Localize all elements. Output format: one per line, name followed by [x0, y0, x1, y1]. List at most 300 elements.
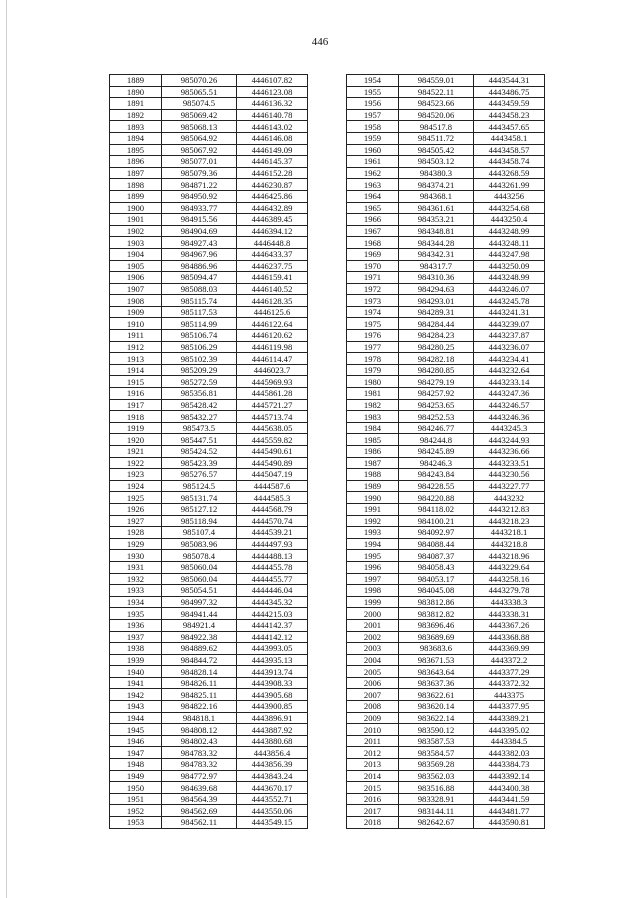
- point-number-cell: 2012: [347, 747, 399, 759]
- x-coordinate-cell: 985118.94: [162, 515, 237, 527]
- table-row: [110, 770, 308, 782]
- x-coordinate-cell: 984244.8: [399, 434, 474, 446]
- point-number-cell: 1928: [110, 527, 162, 539]
- x-coordinate-cell: 984822.16: [162, 701, 237, 713]
- point-number-cell: 1974: [347, 306, 399, 318]
- point-number-cell: 1911: [110, 330, 162, 342]
- y-coordinate-cell: 4443258.16: [474, 573, 545, 585]
- y-coordinate-cell: 4443248.11: [474, 237, 545, 249]
- y-coordinate-cell: 4443233.14: [474, 376, 545, 388]
- point-number-cell: 1941: [110, 677, 162, 689]
- point-number-cell: 1938: [110, 643, 162, 655]
- x-coordinate-cell: 984293.01: [399, 295, 474, 307]
- table-row: [110, 86, 308, 98]
- table-row: [110, 457, 308, 469]
- x-coordinate-cell: 984904.69: [162, 225, 237, 237]
- x-coordinate-cell: 984280.25: [399, 341, 474, 353]
- y-coordinate-cell: 4443368.88: [474, 631, 545, 643]
- table-row: [347, 573, 545, 585]
- y-coordinate-cell: 4443670.17: [237, 782, 308, 794]
- y-coordinate-cell: 4443236.66: [474, 446, 545, 458]
- y-coordinate-cell: 4443843.24: [237, 770, 308, 782]
- point-number-cell: 2017: [347, 805, 399, 817]
- point-number-cell: 1933: [110, 585, 162, 597]
- y-coordinate-cell: 4443372.2: [474, 654, 545, 666]
- y-coordinate-cell: 4443218.96: [474, 550, 545, 562]
- point-number-cell: 1952: [110, 805, 162, 817]
- point-number-cell: 1910: [110, 318, 162, 330]
- y-coordinate-cell: 4443229.64: [474, 561, 545, 573]
- point-number-cell: 2006: [347, 677, 399, 689]
- y-coordinate-cell: 4444539.21: [237, 527, 308, 539]
- y-coordinate-cell: 4443459.59: [474, 98, 545, 110]
- table-row: [347, 666, 545, 678]
- x-coordinate-cell: 984289.31: [399, 306, 474, 318]
- table-row: [347, 793, 545, 805]
- table-row: [347, 75, 545, 87]
- point-number-cell: 1936: [110, 619, 162, 631]
- table-row: [110, 283, 308, 295]
- y-coordinate-cell: 4443441.59: [474, 793, 545, 805]
- point-number-cell: 1994: [347, 538, 399, 550]
- x-coordinate-cell: 984282.18: [399, 353, 474, 365]
- table-row: [110, 735, 308, 747]
- y-coordinate-cell: 4444446.04: [237, 585, 308, 597]
- table-row: [347, 735, 545, 747]
- y-coordinate-cell: 4445861.28: [237, 388, 308, 400]
- point-number-cell: 1893: [110, 121, 162, 133]
- y-coordinate-cell: 4443261.99: [474, 179, 545, 191]
- y-coordinate-cell: 4443247.36: [474, 388, 545, 400]
- point-number-cell: 1916: [110, 388, 162, 400]
- y-coordinate-cell: 4446394.12: [237, 225, 308, 237]
- point-number-cell: 1924: [110, 480, 162, 492]
- table-row: [347, 643, 545, 655]
- x-coordinate-cell: 984520.06: [399, 109, 474, 121]
- table-row: [347, 132, 545, 144]
- x-coordinate-cell: 983584.57: [399, 747, 474, 759]
- point-number-cell: 1946: [110, 735, 162, 747]
- y-coordinate-cell: 4443377.29: [474, 666, 545, 678]
- y-coordinate-cell: 4446433.37: [237, 248, 308, 260]
- y-coordinate-cell: 4443549.15: [237, 817, 308, 829]
- y-coordinate-cell: 4443241.31: [474, 306, 545, 318]
- table-row: [110, 712, 308, 724]
- table-row: [110, 388, 308, 400]
- x-coordinate-cell: 985102.39: [162, 353, 237, 365]
- table-row: [110, 399, 308, 411]
- x-coordinate-cell: 985088.03: [162, 283, 237, 295]
- y-coordinate-cell: 4446159.41: [237, 272, 308, 284]
- table-row: [110, 480, 308, 492]
- x-coordinate-cell: 984517.8: [399, 121, 474, 133]
- y-coordinate-cell: 4446128.35: [237, 295, 308, 307]
- point-number-cell: 1989: [347, 480, 399, 492]
- y-coordinate-cell: 4443372.32: [474, 677, 545, 689]
- x-coordinate-cell: 984511.72: [399, 132, 474, 144]
- point-number-cell: 1945: [110, 724, 162, 736]
- x-coordinate-cell: 985067.92: [162, 144, 237, 156]
- y-coordinate-cell: 4443905.68: [237, 689, 308, 701]
- x-coordinate-cell: 985428.42: [162, 399, 237, 411]
- table-row: [347, 701, 545, 713]
- point-number-cell: 1971: [347, 272, 399, 284]
- x-coordinate-cell: 983562.03: [399, 770, 474, 782]
- x-coordinate-cell: 984361.61: [399, 202, 474, 214]
- x-coordinate-cell: 984915.56: [162, 214, 237, 226]
- point-number-cell: 1912: [110, 341, 162, 353]
- y-coordinate-cell: 4443256: [474, 190, 545, 202]
- table-row: [347, 724, 545, 736]
- x-coordinate-cell: 984344.28: [399, 237, 474, 249]
- x-coordinate-cell: 984772.97: [162, 770, 237, 782]
- table-row: [347, 480, 545, 492]
- y-coordinate-cell: 4443279.78: [474, 585, 545, 597]
- x-coordinate-cell: 983696.46: [399, 619, 474, 631]
- table-row: [110, 631, 308, 643]
- y-coordinate-cell: 4444497.93: [237, 538, 308, 550]
- x-coordinate-cell: 985064.92: [162, 132, 237, 144]
- point-number-cell: 1981: [347, 388, 399, 400]
- point-number-cell: 1991: [347, 503, 399, 515]
- y-coordinate-cell: 4443338.31: [474, 608, 545, 620]
- table-row: [347, 677, 545, 689]
- table-row: [110, 666, 308, 678]
- y-coordinate-cell: 4443250.4: [474, 214, 545, 226]
- x-coordinate-cell: 984243.84: [399, 469, 474, 481]
- x-coordinate-cell: 983683.6: [399, 643, 474, 655]
- table-row: [110, 573, 308, 585]
- x-coordinate-cell: 984342.31: [399, 248, 474, 260]
- table-row: [110, 793, 308, 805]
- y-coordinate-cell: 4443458.23: [474, 109, 545, 121]
- table-row: [347, 446, 545, 458]
- table-row: [347, 411, 545, 423]
- x-coordinate-cell: 984257.92: [399, 388, 474, 400]
- x-coordinate-cell: 982642.67: [399, 817, 474, 829]
- table-row: [347, 237, 545, 249]
- y-coordinate-cell: 4443248.99: [474, 225, 545, 237]
- x-coordinate-cell: 984967.96: [162, 248, 237, 260]
- x-coordinate-cell: 984886.96: [162, 260, 237, 272]
- point-number-cell: 1987: [347, 457, 399, 469]
- x-coordinate-cell: 984118.02: [399, 503, 474, 515]
- y-coordinate-cell: 4443913.74: [237, 666, 308, 678]
- point-number-cell: 2008: [347, 701, 399, 713]
- point-number-cell: 2001: [347, 619, 399, 631]
- y-coordinate-cell: 4444215.03: [237, 608, 308, 620]
- y-coordinate-cell: 4443233.51: [474, 457, 545, 469]
- table-row: [110, 121, 308, 133]
- point-number-cell: 1949: [110, 770, 162, 782]
- point-number-cell: 2007: [347, 689, 399, 701]
- x-coordinate-cell: 984562.69: [162, 805, 237, 817]
- x-coordinate-cell: 985070.26: [162, 75, 237, 87]
- table-row: [110, 132, 308, 144]
- y-coordinate-cell: 4446143.02: [237, 121, 308, 133]
- point-number-cell: 1913: [110, 353, 162, 365]
- x-coordinate-cell: 985077.01: [162, 156, 237, 168]
- x-coordinate-cell: 985127.12: [162, 503, 237, 515]
- x-coordinate-cell: 984294.63: [399, 283, 474, 295]
- x-coordinate-cell: 985117.53: [162, 306, 237, 318]
- point-number-cell: 1894: [110, 132, 162, 144]
- y-coordinate-cell: 4443234.41: [474, 353, 545, 365]
- x-coordinate-cell: 984368.1: [399, 190, 474, 202]
- y-coordinate-cell: 4443993.05: [237, 643, 308, 655]
- y-coordinate-cell: 4446448.8: [237, 237, 308, 249]
- point-number-cell: 1986: [347, 446, 399, 458]
- x-coordinate-cell: 984087.37: [399, 550, 474, 562]
- point-number-cell: 1962: [347, 167, 399, 179]
- x-coordinate-cell: 985473.5: [162, 422, 237, 434]
- x-coordinate-cell: 984922.38: [162, 631, 237, 643]
- y-coordinate-cell: 4443856.39: [237, 759, 308, 771]
- table-row: [347, 469, 545, 481]
- table-row: [110, 260, 308, 272]
- point-number-cell: 1908: [110, 295, 162, 307]
- y-coordinate-cell: 4443268.59: [474, 167, 545, 179]
- point-number-cell: 1914: [110, 364, 162, 376]
- y-coordinate-cell: 4444488.13: [237, 550, 308, 562]
- table-row: [347, 422, 545, 434]
- x-coordinate-cell: 984933.77: [162, 202, 237, 214]
- y-coordinate-cell: 4443244.93: [474, 434, 545, 446]
- table-row: [110, 179, 308, 191]
- point-number-cell: 1932: [110, 573, 162, 585]
- point-number-cell: 1978: [347, 353, 399, 365]
- y-coordinate-cell: 4446107.82: [237, 75, 308, 87]
- x-coordinate-cell: 984245.89: [399, 446, 474, 458]
- point-number-cell: 2000: [347, 608, 399, 620]
- point-number-cell: 1923: [110, 469, 162, 481]
- table-row: [347, 364, 545, 376]
- y-coordinate-cell: 4443245.3: [474, 422, 545, 434]
- y-coordinate-cell: 4446146.08: [237, 132, 308, 144]
- y-coordinate-cell: 4443382.03: [474, 747, 545, 759]
- y-coordinate-cell: 4446425.86: [237, 190, 308, 202]
- y-coordinate-cell: 4443384.73: [474, 759, 545, 771]
- table-row: [110, 759, 308, 771]
- table-row: [347, 156, 545, 168]
- point-number-cell: 1990: [347, 492, 399, 504]
- y-coordinate-cell: 4446389.45: [237, 214, 308, 226]
- point-number-cell: 2013: [347, 759, 399, 771]
- x-coordinate-cell: 984310.36: [399, 272, 474, 284]
- y-coordinate-cell: 4445969.93: [237, 376, 308, 388]
- table-row: [347, 759, 545, 771]
- table-row: [110, 724, 308, 736]
- table-row: [347, 318, 545, 330]
- y-coordinate-cell: 4443389.21: [474, 712, 545, 724]
- x-coordinate-cell: 984941.44: [162, 608, 237, 620]
- x-coordinate-cell: 985079.36: [162, 167, 237, 179]
- y-coordinate-cell: 4444570.74: [237, 515, 308, 527]
- x-coordinate-cell: 983144.11: [399, 805, 474, 817]
- x-coordinate-cell: 984808.12: [162, 724, 237, 736]
- table-row: [347, 689, 545, 701]
- table-row: [347, 457, 545, 469]
- table-row: [110, 295, 308, 307]
- point-number-cell: 1967: [347, 225, 399, 237]
- y-coordinate-cell: 4443247.98: [474, 248, 545, 260]
- table-row: [110, 596, 308, 608]
- point-number-cell: 1995: [347, 550, 399, 562]
- point-number-cell: 1950: [110, 782, 162, 794]
- y-coordinate-cell: 4443481.77: [474, 805, 545, 817]
- x-coordinate-cell: 984825.11: [162, 689, 237, 701]
- x-coordinate-cell: 984927.43: [162, 237, 237, 249]
- point-number-cell: 1897: [110, 167, 162, 179]
- table-row: [347, 388, 545, 400]
- table-row: [347, 434, 545, 446]
- y-coordinate-cell: 4446119.98: [237, 341, 308, 353]
- table-row: [347, 503, 545, 515]
- point-number-cell: 1927: [110, 515, 162, 527]
- point-number-cell: 2011: [347, 735, 399, 747]
- y-coordinate-cell: 4443486.75: [474, 86, 545, 98]
- table-row: [347, 225, 545, 237]
- y-coordinate-cell: 4443367.26: [474, 619, 545, 631]
- point-number-cell: 1973: [347, 295, 399, 307]
- x-coordinate-cell: 984252.53: [399, 411, 474, 423]
- point-number-cell: 2004: [347, 654, 399, 666]
- point-number-cell: 1982: [347, 399, 399, 411]
- point-number-cell: 1956: [347, 98, 399, 110]
- table-row: [347, 353, 545, 365]
- x-coordinate-cell: 984100.21: [399, 515, 474, 527]
- point-number-cell: 1896: [110, 156, 162, 168]
- point-number-cell: 1890: [110, 86, 162, 98]
- y-coordinate-cell: 4445559.82: [237, 434, 308, 446]
- point-number-cell: 1961: [347, 156, 399, 168]
- x-coordinate-cell: 984564.39: [162, 793, 237, 805]
- x-coordinate-cell: 984220.88: [399, 492, 474, 504]
- point-number-cell: 1999: [347, 596, 399, 608]
- x-coordinate-cell: 985060.04: [162, 561, 237, 573]
- y-coordinate-cell: 4446145.37: [237, 156, 308, 168]
- table-row: [110, 492, 308, 504]
- x-coordinate-cell: 985060.04: [162, 573, 237, 585]
- y-coordinate-cell: 4443590.81: [474, 817, 545, 829]
- point-number-cell: 1906: [110, 272, 162, 284]
- y-coordinate-cell: 4443218.1: [474, 527, 545, 539]
- point-number-cell: 1960: [347, 144, 399, 156]
- x-coordinate-cell: 985423.39: [162, 457, 237, 469]
- y-coordinate-cell: 4443369.99: [474, 643, 545, 655]
- x-coordinate-cell: 984253.65: [399, 399, 474, 411]
- point-number-cell: 2002: [347, 631, 399, 643]
- x-coordinate-cell: 984246.77: [399, 422, 474, 434]
- point-number-cell: 1970: [347, 260, 399, 272]
- point-number-cell: 1992: [347, 515, 399, 527]
- x-coordinate-cell: 984045.08: [399, 585, 474, 597]
- table-row: [110, 376, 308, 388]
- y-coordinate-cell: 4443458.74: [474, 156, 545, 168]
- point-number-cell: 1898: [110, 179, 162, 191]
- table-row: [347, 86, 545, 98]
- y-coordinate-cell: 4443887.92: [237, 724, 308, 736]
- table-row: [110, 318, 308, 330]
- point-number-cell: 1917: [110, 399, 162, 411]
- y-coordinate-cell: 4446123.08: [237, 86, 308, 98]
- table-row: [347, 295, 545, 307]
- x-coordinate-cell: 984997.32: [162, 596, 237, 608]
- table-row: [110, 608, 308, 620]
- table-row: [110, 248, 308, 260]
- x-coordinate-cell: 983622.61: [399, 689, 474, 701]
- point-number-cell: 1918: [110, 411, 162, 423]
- y-coordinate-cell: 4445047.19: [237, 469, 308, 481]
- y-coordinate-cell: 4443230.56: [474, 469, 545, 481]
- x-coordinate-cell: 985074.5: [162, 98, 237, 110]
- table-row: [110, 156, 308, 168]
- x-coordinate-cell: 984380.3: [399, 167, 474, 179]
- y-coordinate-cell: 4446140.52: [237, 283, 308, 295]
- table-row: [347, 805, 545, 817]
- y-coordinate-cell: 4446140.78: [237, 109, 308, 121]
- x-coordinate-cell: 984284.23: [399, 330, 474, 342]
- y-coordinate-cell: 4445713.74: [237, 411, 308, 423]
- table-row: [347, 515, 545, 527]
- point-number-cell: 1942: [110, 689, 162, 701]
- table-row: [347, 179, 545, 191]
- y-coordinate-cell: 4444455.77: [237, 573, 308, 585]
- x-coordinate-cell: 985272.59: [162, 376, 237, 388]
- y-coordinate-cell: 4443377.95: [474, 701, 545, 713]
- y-coordinate-cell: 4443338.3: [474, 596, 545, 608]
- x-coordinate-cell: 984828.14: [162, 666, 237, 678]
- y-coordinate-cell: 4443400.38: [474, 782, 545, 794]
- table-row: [110, 654, 308, 666]
- table-row: [110, 353, 308, 365]
- table-row: [347, 399, 545, 411]
- point-number-cell: 1966: [347, 214, 399, 226]
- x-coordinate-cell: 984826.11: [162, 677, 237, 689]
- x-coordinate-cell: 983590.12: [399, 724, 474, 736]
- point-number-cell: 1947: [110, 747, 162, 759]
- y-coordinate-cell: 4446136.32: [237, 98, 308, 110]
- point-number-cell: 1922: [110, 457, 162, 469]
- x-coordinate-cell: 983689.69: [399, 631, 474, 643]
- y-coordinate-cell: 4444587.6: [237, 480, 308, 492]
- table-row: [110, 469, 308, 481]
- y-coordinate-cell: 4443227.77: [474, 480, 545, 492]
- y-coordinate-cell: 4443232: [474, 492, 545, 504]
- x-coordinate-cell: 983643.64: [399, 666, 474, 678]
- point-number-cell: 1899: [110, 190, 162, 202]
- table-row: [347, 654, 545, 666]
- page-edge-line: [6, 0, 7, 898]
- table-row: [110, 643, 308, 655]
- y-coordinate-cell: 4443212.83: [474, 503, 545, 515]
- y-coordinate-cell: 4444568.79: [237, 503, 308, 515]
- y-coordinate-cell: 4443236.07: [474, 341, 545, 353]
- table-row: [110, 214, 308, 226]
- table-row: [347, 782, 545, 794]
- y-coordinate-cell: 4446114.47: [237, 353, 308, 365]
- table-row: [110, 585, 308, 597]
- y-coordinate-cell: 4443248.99: [474, 272, 545, 284]
- y-coordinate-cell: 4443250.09: [474, 260, 545, 272]
- table-row: [110, 434, 308, 446]
- x-coordinate-cell: 985065.51: [162, 86, 237, 98]
- point-number-cell: 2016: [347, 793, 399, 805]
- x-coordinate-cell: 985114.99: [162, 318, 237, 330]
- table-row: [347, 248, 545, 260]
- point-number-cell: 2009: [347, 712, 399, 724]
- x-coordinate-cell: 984228.55: [399, 480, 474, 492]
